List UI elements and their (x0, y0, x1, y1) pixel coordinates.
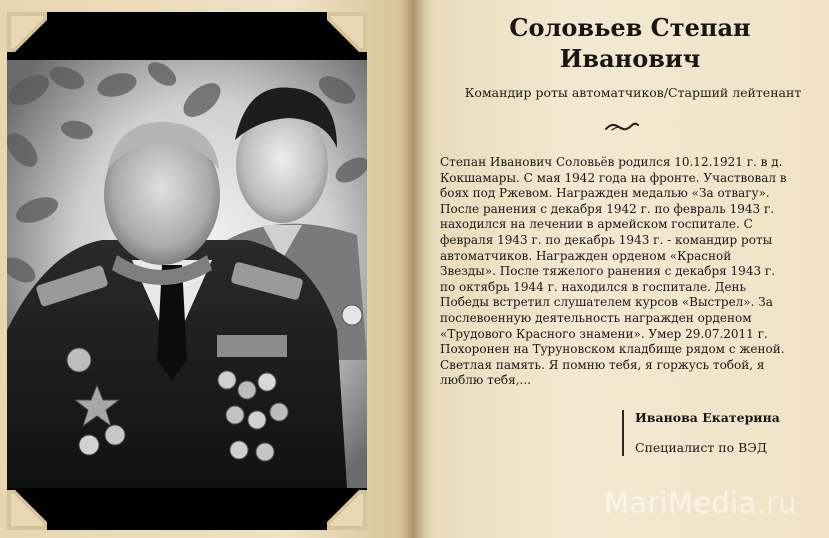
photo-corner-top-left (7, 12, 47, 52)
book-spine (404, 0, 424, 538)
author-signature (622, 410, 804, 456)
photo-corner-bottom-left (7, 490, 47, 530)
portrait-photo[interactable] (7, 12, 367, 530)
author-role: Специалист по ВЭД (635, 440, 768, 455)
ornament-icon (604, 120, 640, 134)
photo-corner-bottom-right (327, 490, 367, 530)
photo-corner-top-right (327, 12, 367, 52)
person-biography: Степан Иванович Соловьёв родился 10.12.1921 г. в д. Кокшамары. С мая 1942 года на фронте. Участвовал в боях под Ржевом. Награжден медалью «За отвагу». После ранения с декабря 1942 г. по февраль 1943 г. находился на лечении в армейском госпитале. С февраля 1943 г. по декабрь 1943 г. - командир роты автоматчиков. Награжден орденом «Красной Звезды». После тяжелого ранения с декабря 1943 г. по октябрь 1944 г. находился в госпитале. День Победы встретил слушателем курсов «Выстрел». За послевоенную деятельность награжден орденом «Трудового Красного знамени». Умер 29.07.2011 г. Похоронен на Туруновском кладбище рядом с женой. Светлая память. Я помню тебя, я горжусь тобой, я люблю тебя,... (440, 155, 787, 388)
person-position: Командир роты автоматчиков/Старший лейтенант (464, 85, 802, 100)
author-name: Иванова Екатерина (635, 410, 780, 425)
person-name: Соловьев Степан Иванович (509, 13, 751, 73)
site-watermark: MariMedia.ru (604, 486, 797, 520)
portrait-photo-icon (7, 60, 367, 488)
